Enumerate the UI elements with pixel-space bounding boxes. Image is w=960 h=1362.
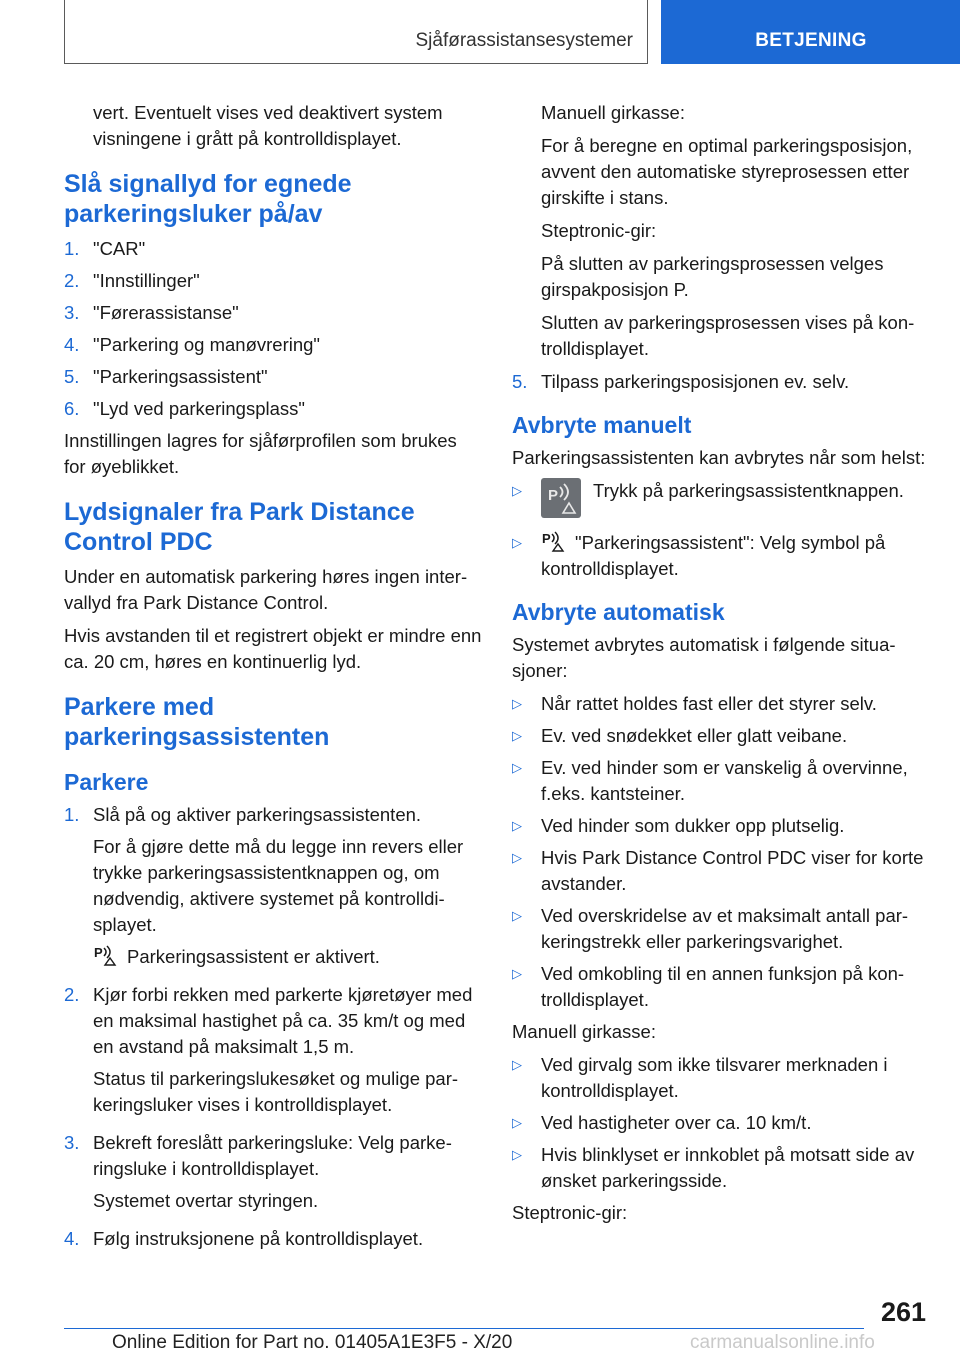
list-item	[512, 723, 930, 749]
steptronic-text: På slutten av parkeringsprosessen velges girspakposisjon P.	[541, 253, 884, 300]
list-item	[64, 236, 482, 262]
bullet-icon: ▷	[512, 760, 522, 775]
step-number: 6.	[64, 398, 80, 419]
signal-note: Innstillingen lagres for sjåførprofilen som brukes for øyeblikket.	[64, 430, 457, 477]
step-text: Bekreft foreslått parkeringsluke: Velg parkeringsluke i kontrolldisplayet.	[93, 1132, 452, 1179]
signal-steps-list	[64, 236, 482, 422]
intro-text: vert. Eventuelt vises ved deaktivert system visningene i grått på kontrolldisplayet.	[93, 102, 443, 149]
end-text: Slutten av parkeringsprosessen vises på kontrolldisplayet.	[541, 312, 915, 359]
step-text: Tilpass parkeringsposisjonen ev. selv.	[541, 371, 850, 392]
svg-text:P: P	[548, 487, 559, 504]
heading-parkere: Parkere	[64, 769, 149, 795]
list-item	[64, 802, 482, 976]
list-item	[512, 478, 930, 518]
step-number: 5.	[64, 366, 80, 387]
bullet-icon: ▷	[512, 696, 522, 711]
step-number: 2.	[64, 270, 80, 291]
step-text: "CAR"	[93, 238, 146, 259]
manuelt-paragraph: Parkeringsassistenten kan avbrytes når som helst:	[512, 447, 926, 468]
list-item	[512, 1052, 930, 1104]
list-item	[512, 813, 930, 839]
bullet-text: Hvis blinklyset er innkoblet på motsatt side av ønsket parkeringsside.	[541, 1144, 915, 1191]
footer-watermark: carmanualsonline.info	[690, 1332, 875, 1353]
list-item	[64, 982, 482, 1124]
list-item	[512, 845, 930, 897]
list-item	[64, 1130, 482, 1220]
bullet-icon: ▷	[512, 850, 522, 865]
step-number: 4.	[64, 334, 80, 355]
step-number: 4.	[64, 1228, 80, 1249]
step-icon-line	[93, 944, 482, 970]
parking-assistant-button-icon	[541, 478, 581, 518]
list-item	[64, 396, 482, 422]
steptronic-label: Steptronic-gir:	[541, 220, 657, 241]
step-icon-text: Parkeringsassistent er aktivert.	[127, 946, 380, 967]
bullet-text: Trykk på parkeringsassistentknappen.	[593, 480, 904, 501]
bullet-icon: ▷	[512, 1147, 522, 1162]
auto-bullets-list	[512, 691, 930, 1013]
parking-assistant-symbol-icon	[93, 944, 117, 966]
heading-avbryte-automatisk: Avbryte automatisk	[512, 599, 725, 625]
header-section-box	[64, 0, 648, 64]
list-item	[64, 332, 482, 358]
steptronic2-label: Steptronic-gir:	[512, 1202, 628, 1223]
list-item	[64, 1226, 482, 1258]
manual2-bullets-list	[512, 1052, 930, 1194]
bullet-text: Hvis Park Distance Control PDC viser for korte avstander.	[541, 847, 924, 894]
bullet-icon: ▷	[512, 1057, 522, 1072]
step-detail: Status til parkeringslukesøket og mulige parkeringsluker vises i kontrolldisplayet.	[93, 1068, 459, 1115]
bullet-icon: ▷	[512, 483, 522, 498]
step-text: "Parkeringsassistent"	[93, 366, 268, 387]
heading-signal: Slå signallyd for egnede parkeringsluker på/av	[64, 170, 352, 228]
list-item	[512, 961, 930, 1013]
list-item	[512, 1142, 930, 1194]
heading-avbryte-manuelt: Avbryte manuelt	[512, 412, 692, 438]
bullet-text: Ved hastigheter over ca. 10 km/t.	[541, 1112, 812, 1133]
step-text: Følg instruksjonene på kontrolldisplayet.	[93, 1228, 424, 1249]
step-number: 1.	[64, 238, 80, 259]
manual2-label: Manuell girkasse:	[512, 1021, 656, 1042]
step-number: 5.	[512, 371, 528, 392]
header-section-title: Sjåførassistansesystemer	[415, 30, 633, 51]
bullet-text: Ved girvalg som ikke tilsvarer merknaden i kontrolldisplayet.	[541, 1054, 888, 1101]
step-number: 2.	[64, 984, 80, 1005]
list-item	[64, 268, 482, 294]
bullet-text: "Parkeringsassistent": Velg symbol på kontrolldisplayet.	[541, 532, 886, 579]
list-item	[64, 300, 482, 326]
list-item	[512, 691, 930, 717]
bullet-icon: ▷	[512, 966, 522, 981]
parking-assistant-symbol-icon	[541, 530, 565, 552]
left-column	[64, 100, 482, 1264]
manual-text: For å beregne en optimal parkeringsposisjon, avvent den automatiske styreprosessen etter girskifte i stans.	[541, 135, 913, 208]
pdc-paragraph-1: Under en automatisk parkering høres ingen intervallyd fra Park Distance Control.	[64, 566, 468, 613]
step-number: 3.	[64, 1132, 80, 1153]
step-text: "Førerassistanse"	[93, 302, 239, 323]
heading-pdc: Lydsignaler fra Park Distance Control PDC	[64, 498, 415, 556]
footer-divider	[64, 1328, 864, 1329]
list-item	[512, 755, 930, 807]
step-number: 3.	[64, 302, 80, 323]
bullet-text: Ev. ved hinder som er vanskelig å overvinne, f.eks. kantsteiner.	[541, 757, 908, 804]
bullet-text: Når rattet holdes fast eller det styrer selv.	[541, 693, 877, 714]
bullet-icon: ▷	[512, 535, 522, 550]
list-item	[64, 364, 482, 390]
pdc-paragraph-2: Hvis avstanden til et registrert objekt er mindre enn ca. 20 cm, høres en kontinuerlig lyd.	[64, 625, 482, 672]
list-item	[512, 903, 930, 955]
auto-paragraph: Systemet avbrytes automatisk i følgende situasjoner:	[512, 634, 896, 681]
right-column	[512, 100, 930, 1233]
list-item	[512, 369, 930, 395]
step-text: "Lyd ved parkeringsplass"	[93, 398, 305, 419]
list-item	[512, 530, 930, 582]
bullet-text: Ved hinder som dukker opp plutselig.	[541, 815, 845, 836]
step-text: Slå på og aktiver parkeringsassistenten.	[93, 804, 422, 825]
bullet-icon: ▷	[512, 818, 522, 833]
step-text: "Parkering og manøvrering"	[93, 334, 321, 355]
step-detail: Systemet overtar styringen.	[93, 1190, 319, 1211]
svg-text:P: P	[542, 531, 551, 546]
bullet-icon: ▷	[512, 908, 522, 923]
step-text: Kjør forbi rekken med parkerte kjøretøyer med en maksimal hastighet på ca. 35 km/t og med en avstand på maksimalt 1,5 m.	[93, 984, 473, 1057]
footer-edition: Online Edition for Part no. 01405A1E3F5 - X/20	[112, 1332, 513, 1353]
bullet-icon: ▷	[512, 1115, 522, 1130]
page-number: 261	[880, 1297, 926, 1327]
bullet-text: Ved omkobling til en annen funksjon på kontrolldisplayet.	[541, 963, 905, 1010]
header-chapter-title: BETJENING	[755, 30, 867, 51]
bullet-text: Ved overskridelse av et maksimalt antall parkeringstrekk eller parkeringsvarighet.	[541, 905, 909, 952]
step-detail: For å gjøre dette må du legge inn revers eller trykke parkeringsassistentknappen og, om nødvendig, aktivere systemet på kontrolldisplayet.	[93, 836, 464, 935]
bullet-text: Ev. ved snødekket eller glatt veibane.	[541, 725, 848, 746]
list-item	[512, 1110, 930, 1136]
svg-text:P: P	[94, 945, 103, 960]
bullet-icon: ▷	[512, 728, 522, 743]
manual-label: Manuell girkasse:	[541, 102, 685, 123]
heading-parkere-med: Parkere med parkeringsassistenten	[64, 693, 330, 751]
header-chapter-box	[661, 0, 960, 64]
step-number: 1.	[64, 804, 80, 825]
step-text: "Innstillinger"	[93, 270, 200, 291]
